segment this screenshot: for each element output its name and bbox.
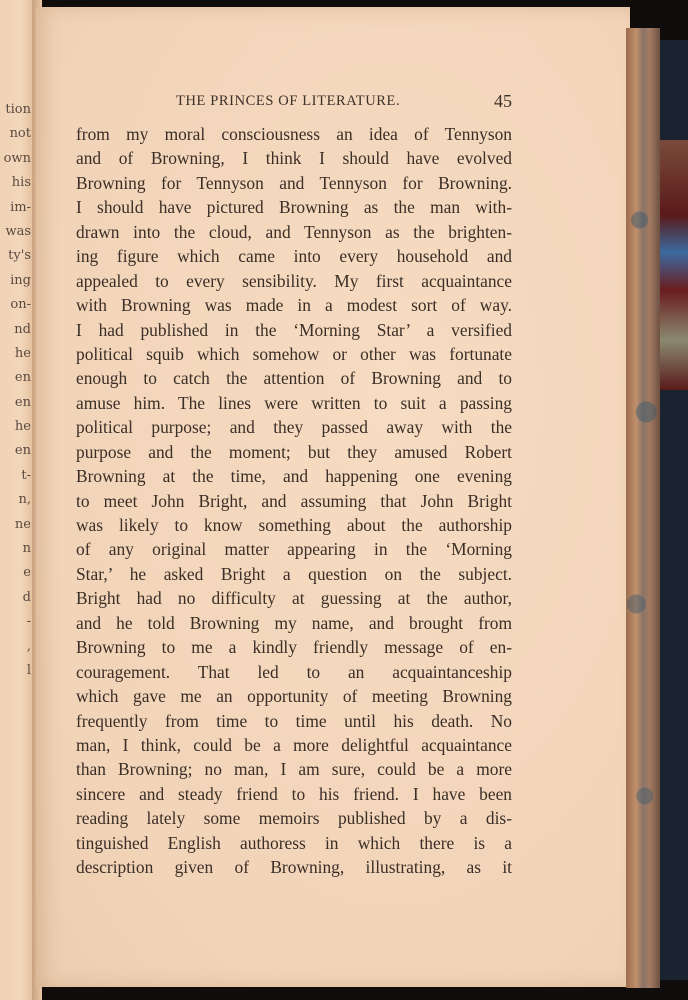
text-line: couragement. That led to an acquaintanceship (76, 661, 512, 682)
text-line: I should have pictured Browning as the man with- (76, 197, 512, 218)
text-line: was likely to know something about the authorship (76, 515, 512, 535)
left-page-fragment: own (3, 150, 31, 166)
text-line: reading lately some memoirs published by a dis- (76, 808, 512, 829)
left-page-fragment: n, (18, 492, 31, 508)
left-page-fragment: en (14, 394, 31, 410)
text-line: to meet John Bright, and assuming that John Bright (76, 490, 512, 511)
left-page-fragment: t- (21, 467, 31, 483)
text-line: tinguished English authoress in which there is a (76, 832, 512, 853)
text-line: political squib which somehow or other was fortunate (76, 343, 512, 364)
text-line: with Browning was made in a modest sort of way. (76, 295, 512, 316)
left-page-fragment: - (26, 614, 31, 630)
left-page-fragment: he (14, 345, 31, 361)
left-page-fragment: ne (14, 516, 31, 532)
text-line: political purpose; and they passed away with the (76, 417, 512, 438)
left-page-fragment: e (23, 565, 31, 581)
text-line: sincere and steady friend to his friend. I have been (76, 783, 512, 804)
left-page-fragment: ing (10, 272, 31, 288)
text-line: than Browning; no man, I am sure, could be a more (76, 759, 512, 780)
running-head: THE PRINCES OF LITERATURE. (176, 93, 401, 109)
text-line: man, I think, could be a more delightful acquaintance (76, 734, 512, 755)
text-line: purpose and the moment; but they amused Robert (76, 441, 512, 462)
text-line: appealed to every sensibility. My first acquaintance (76, 270, 512, 291)
marbled-page-edges (626, 28, 660, 988)
text-line: of any original matter appearing in the ‘Morning (76, 539, 512, 560)
left-page-text-fragments (0, 98, 34, 683)
left-page-fragment: ty's (8, 248, 31, 264)
text-line: which gave me an opportunity of meeting Browning (76, 686, 512, 707)
text-line: Star,’ he asked Bright a question on the subject. (76, 563, 512, 584)
text-line: Browning to me a kindly friendly message of en- (76, 637, 512, 658)
text-line: I had published in the ‘Morning Star’ a versified (76, 319, 512, 340)
text-line: amuse him. The lines were written to suit a passing (76, 392, 512, 413)
left-page-fragment: en (14, 443, 31, 459)
text-line: Browning at the time, and happening one evening (76, 466, 512, 487)
text-line: frequently from time to time until his death. No (76, 710, 512, 731)
left-page-fragment: his (11, 175, 31, 191)
left-page-fragment: en (14, 370, 31, 386)
left-page-fragment: n (22, 541, 31, 557)
page-number: 45 (494, 91, 512, 111)
left-page-fragment: he (14, 419, 31, 435)
text-line: description given of Browning, illustrating, as it (76, 857, 512, 878)
left-page-fragment: nd (14, 321, 31, 337)
left-page-fragment: was (5, 223, 31, 239)
text-line: from my moral consciousness an idea of Tennyson (76, 124, 512, 144)
marbled-endpaper (660, 140, 688, 390)
text-line: and of Browning, I think I should have evolved (76, 148, 512, 169)
left-page-fragment: not (9, 126, 31, 142)
text-line: enough to catch the attention of Browning and to (76, 368, 512, 389)
page-header (176, 93, 512, 113)
left-page-fragment: , (26, 638, 31, 654)
text-line: Bright had no difficulty at guessing at the author, (76, 588, 512, 609)
left-page-fragment: d (22, 589, 31, 605)
left-page-fragment: l (26, 662, 31, 678)
left-page (0, 0, 34, 1000)
text-line: drawn into the cloud, and Tennyson as the brighten- (76, 221, 512, 242)
text-line: and he told Browning my name, and brought from (76, 612, 512, 633)
text-line: ing figure which came into every household and (76, 246, 512, 267)
left-page-fragment: tion (5, 102, 31, 117)
body-text (76, 122, 512, 880)
left-page-fragment: im- (10, 199, 31, 215)
text-line: Browning for Tennyson and Tennyson for Browning. (76, 172, 512, 193)
left-page-fragment: on- (10, 297, 31, 313)
